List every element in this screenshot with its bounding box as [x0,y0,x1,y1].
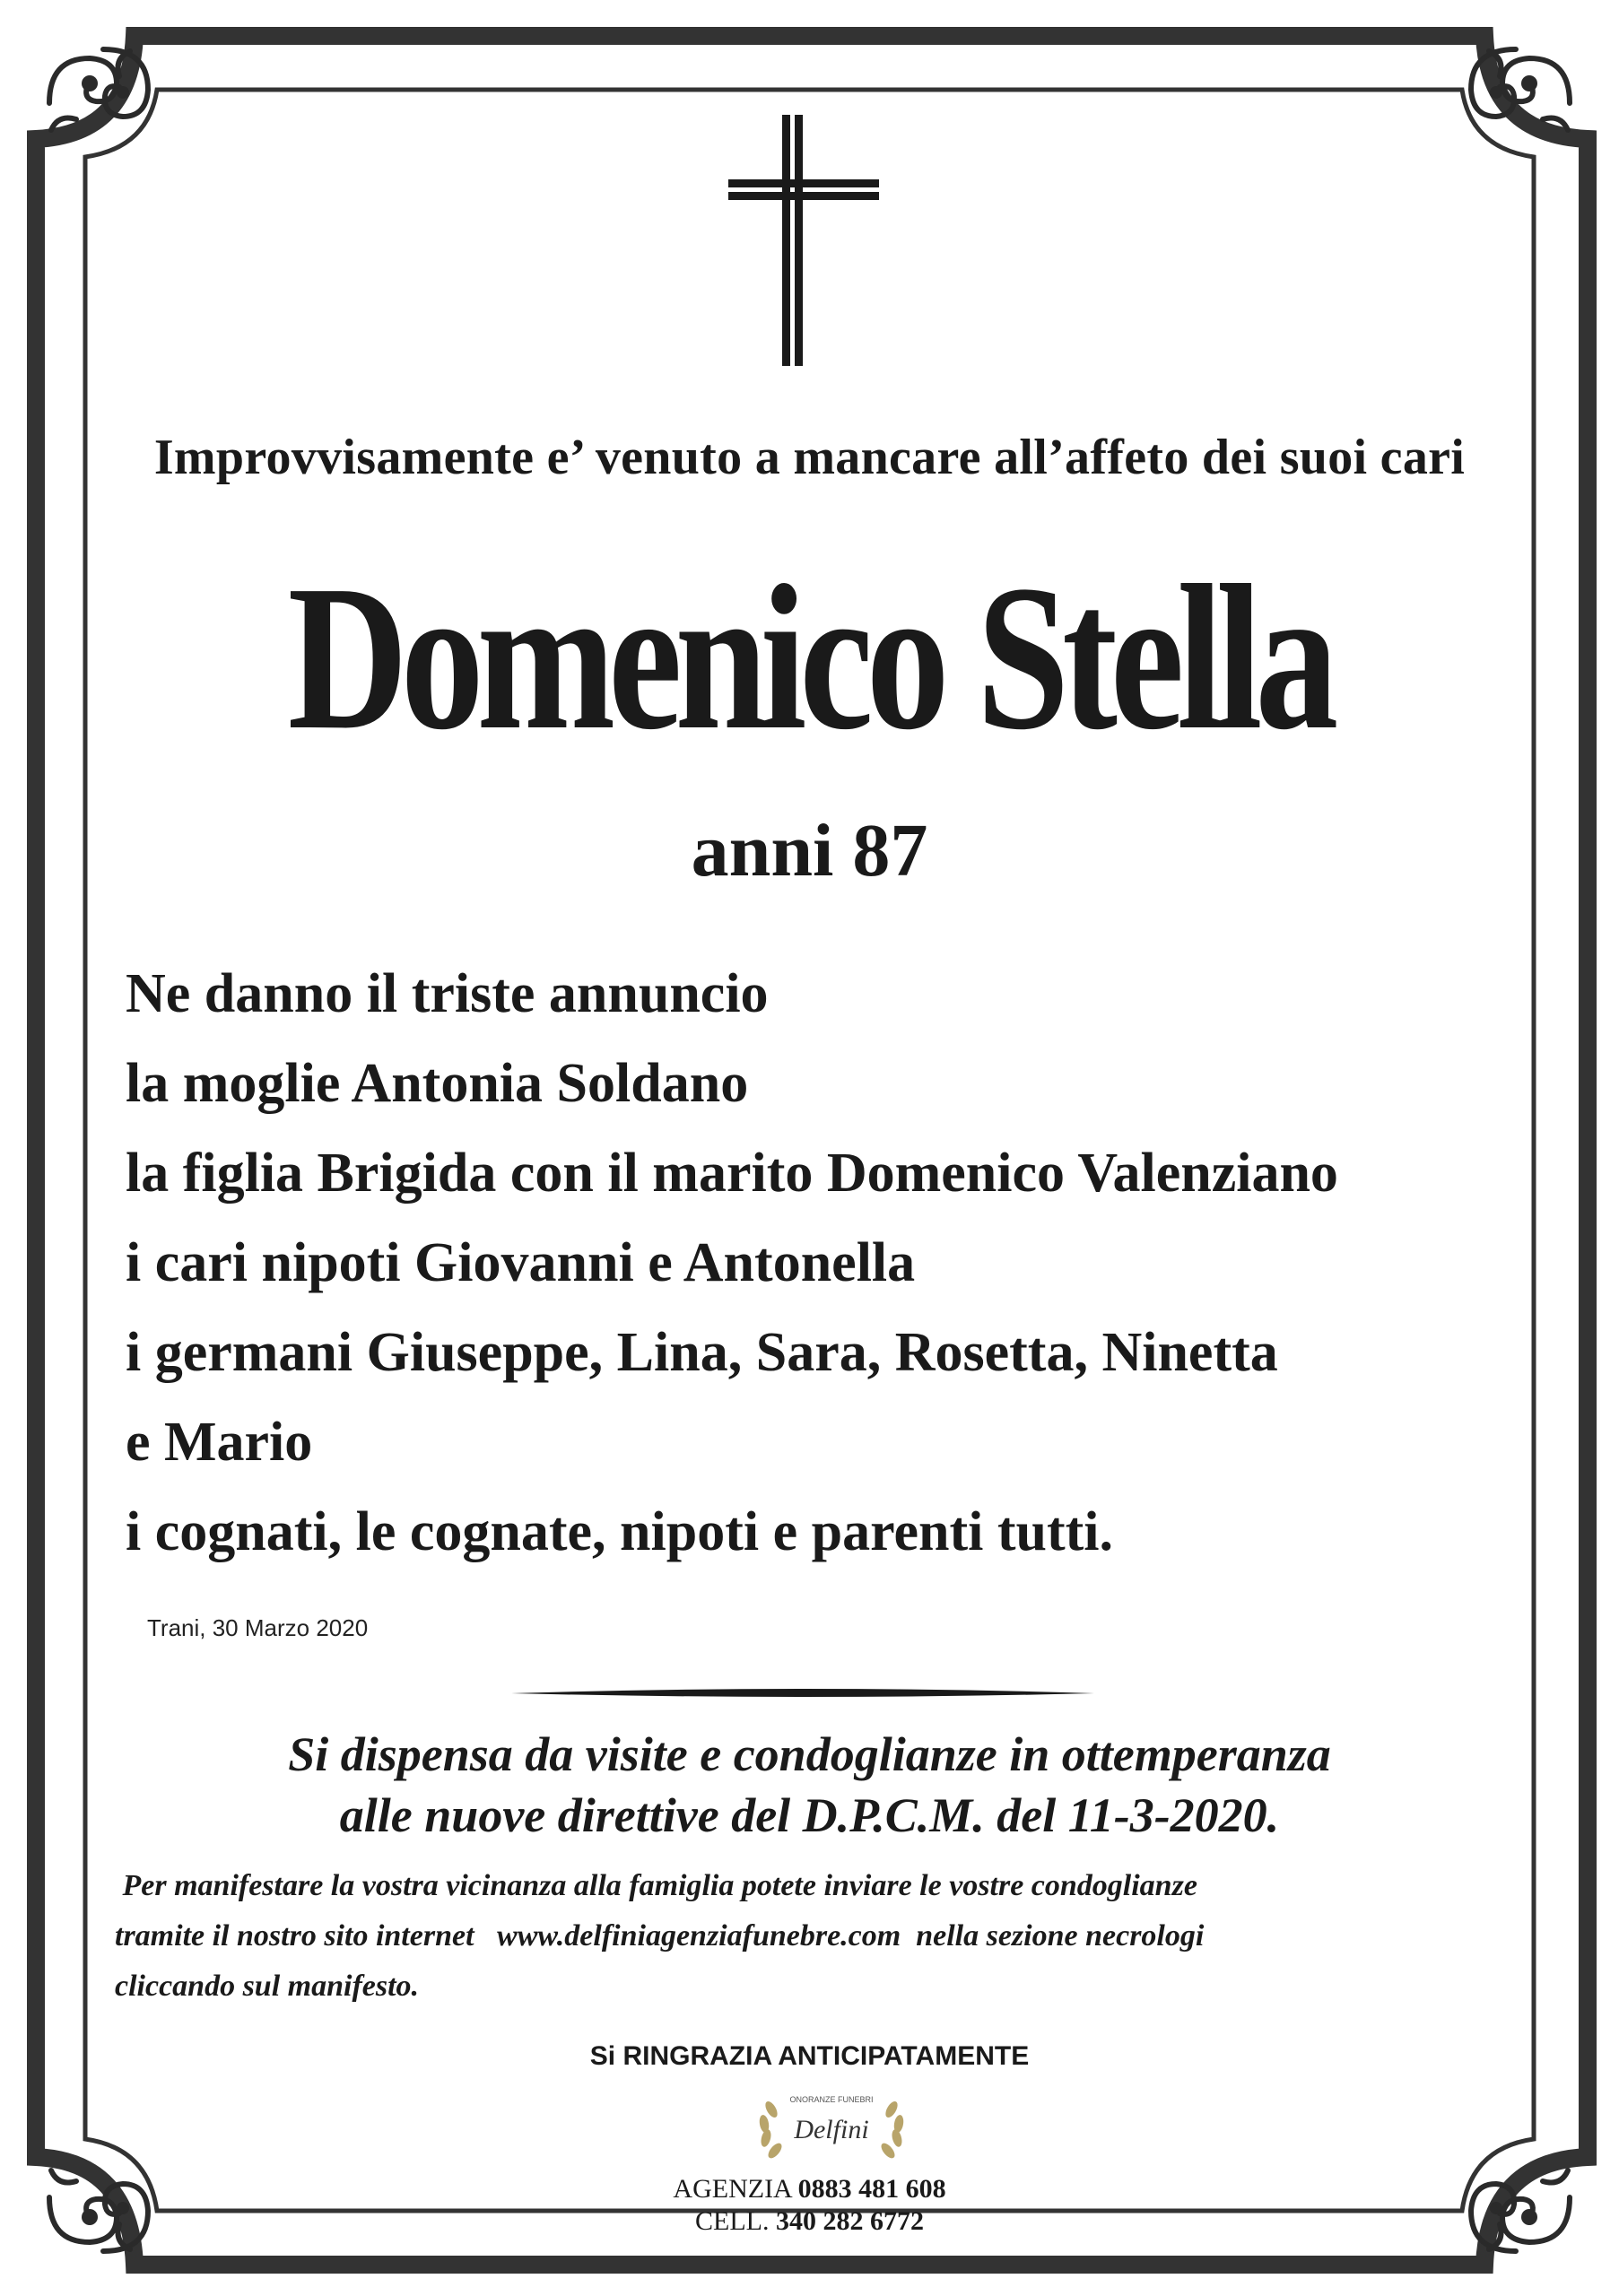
agency-phone: 0883 481 608 [797,2174,946,2204]
place-date: Trani, 30 Marzo 2020 [147,1614,369,1641]
family-line: la moglie Antonia Soldano [126,1053,749,1114]
logo-name: Delfini [794,2115,869,2144]
family-line: i cari nipoti Giovanni e Antonella [126,1232,916,1293]
latin-cross-icon [728,115,879,366]
agency-logo [746,2083,917,2179]
family-line: e Mario [126,1412,313,1473]
cell-phone: 340 282 6772 [776,2206,924,2236]
agency-phone-line [0,2173,1619,2205]
agency-label: AGENZIA [673,2174,792,2204]
intro-text: Improvvisamente e’ venuto a mancare all’affeto dei suoi cari [153,430,1466,485]
dispensation-notice [0,1724,1619,1846]
family-line: Ne danno il triste annuncio [126,963,769,1024]
cell-label: CELL. [695,2206,770,2236]
message-line: tramite il nostro sito internet www.delfiniagenziafunebre.com nella sezione necrologi [115,1919,1205,1952]
separator-line [511,1689,1094,1697]
agency-contacts [0,2173,1619,2238]
condolence-message [115,1861,1532,2012]
dispensation-line: Si dispensa da visite e condoglianze in ottemperanza [288,1727,1331,1781]
logo-caption: ONORANZE FUNEBRI [789,2095,874,2104]
cell-phone-line [0,2205,1619,2238]
family-line: i germani Giuseppe, Lina, Sara, Rosetta, Ninetta [126,1322,1278,1383]
message-line: cliccando sul manifesto. [115,1970,420,2003]
family-announcement [126,949,1561,1577]
deceased-age: anni 87 [691,809,928,892]
family-line: i cognati, le cognate, nipoti e parenti tutti. [126,1501,1113,1562]
thanks-text: Si RINGRAZIA ANTICIPATAMENTE [589,2041,1030,2071]
message-line: Per manifestare la vostra vicinanza alla famiglia potete inviare le vostre condoglianze [115,1869,1197,1902]
family-line: la figlia Brigida con il marito Domenico Valenziano [126,1143,1338,1204]
dispensation-line: alle nuove direttive del D.P.C.M. del 11-3-2020. [339,1788,1280,1842]
deceased-name: Domenico Stella [287,543,1332,773]
